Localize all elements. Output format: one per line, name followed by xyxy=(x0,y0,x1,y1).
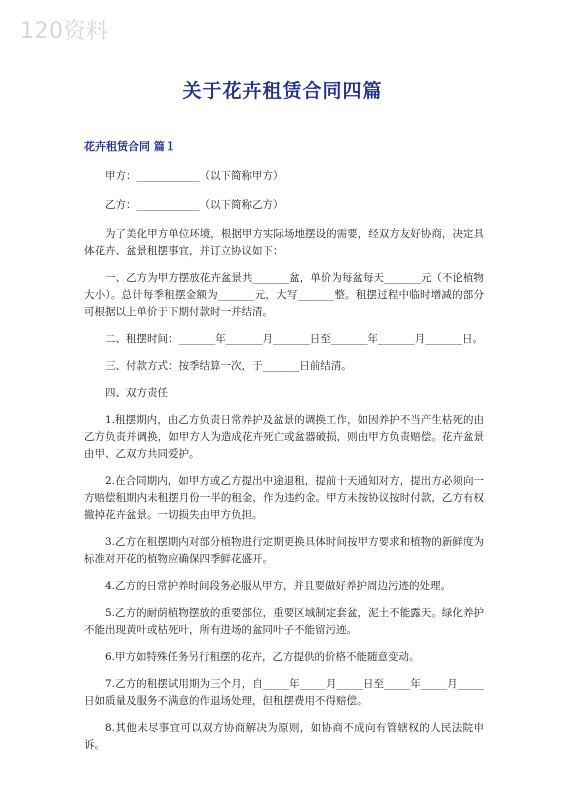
responsibility-item-8: 8.其他未尽事宜可以双方协商解决为原则，如协商不成向有管辖权的人民法院申诉。 xyxy=(84,722,484,751)
preamble-paragraph: 为了美化甲方单位环境，根据甲方实际场地摆设的需要，经双方友好协商，决定具体花卉、盆景租摆事宜，并订立协议如下： xyxy=(84,228,484,257)
document-body xyxy=(84,168,484,754)
responsibility-item-6: 6.甲方如特殊任务另行租摆的花卉，乙方提供的价格不能随意变动。 xyxy=(105,651,420,663)
document-title: 关于花卉租赁合同四篇 xyxy=(182,80,383,102)
clause-2-paragraph: 二、租摆时间：_______年_______月_______日至_______年_______月_______日。 xyxy=(105,333,483,345)
responsibility-item-5: 5.乙方的耐荫植物摆放的重要部位，重要区域制定套盆，泥土不能露天。绿化养护不能出现黄叶或枯死叶，所有进场的盆同叶子不能留污迹。 xyxy=(84,607,484,636)
clause-3-paragraph: 三、付款方式：按季结算一次，于_______日前结清。 xyxy=(105,360,352,372)
responsibility-item-3: 3.乙方在租摆期内对部分植物进行定期更换具体时间按甲方要求和植物的新鲜度为标准对开花的植物应确保四季鲜花盛开。 xyxy=(84,536,484,565)
responsibility-item-2: 2.在合同期内，如甲方或乙方提出中途退租，提前十天通知对方，提出方必须向一方赔偿租期内未租摆月份一半的租金，作为违约金。甲方未按协议按时付款，乙方有权撤掉花卉盆景。一切损失由甲方负担。 xyxy=(84,475,484,521)
party-b-line: 乙方：____________（以下简称乙方） xyxy=(105,199,284,211)
party-a-line: 甲方：____________（以下简称甲方） xyxy=(105,170,284,182)
responsibility-item-7: 7.乙方的租摆试用期为三个月，自_____年_____月_____日至_____年_____月_____日如质量及服务不满意的作退场处理，但租摆费用不得赔偿。 xyxy=(84,678,484,707)
responsibility-item-1: 1.租摆期内，由乙方负责日常养护及盆景的调换工作，如因养护不当产生枯死的由乙方负责并调换，如甲方人为造成花卉死亡或盆器破损，则由甲方负责赔偿。花卉盆景由甲、乙双方共同爱护。 xyxy=(84,414,484,460)
clause-1-paragraph: 一、乙方为甲方摆放花卉盆景共_______盆，单价为每盆每天_______元（不论植物大小）。总计每季租摆金额为_______元，大写_______整。租摆过程中临时增减的部分可根据以上单价于下期付款时一并结清。 xyxy=(84,272,484,318)
responsibility-item-4: 4.乙方的日常护养时间段务必服从甲方，并且要做好养护周边污迹的处理。 xyxy=(105,580,452,592)
watermark: 120资料 xyxy=(20,19,109,44)
clause-4-heading: 四、双方责任 xyxy=(105,387,168,399)
section-title: 花卉租赁合同 篇１ xyxy=(84,140,176,153)
